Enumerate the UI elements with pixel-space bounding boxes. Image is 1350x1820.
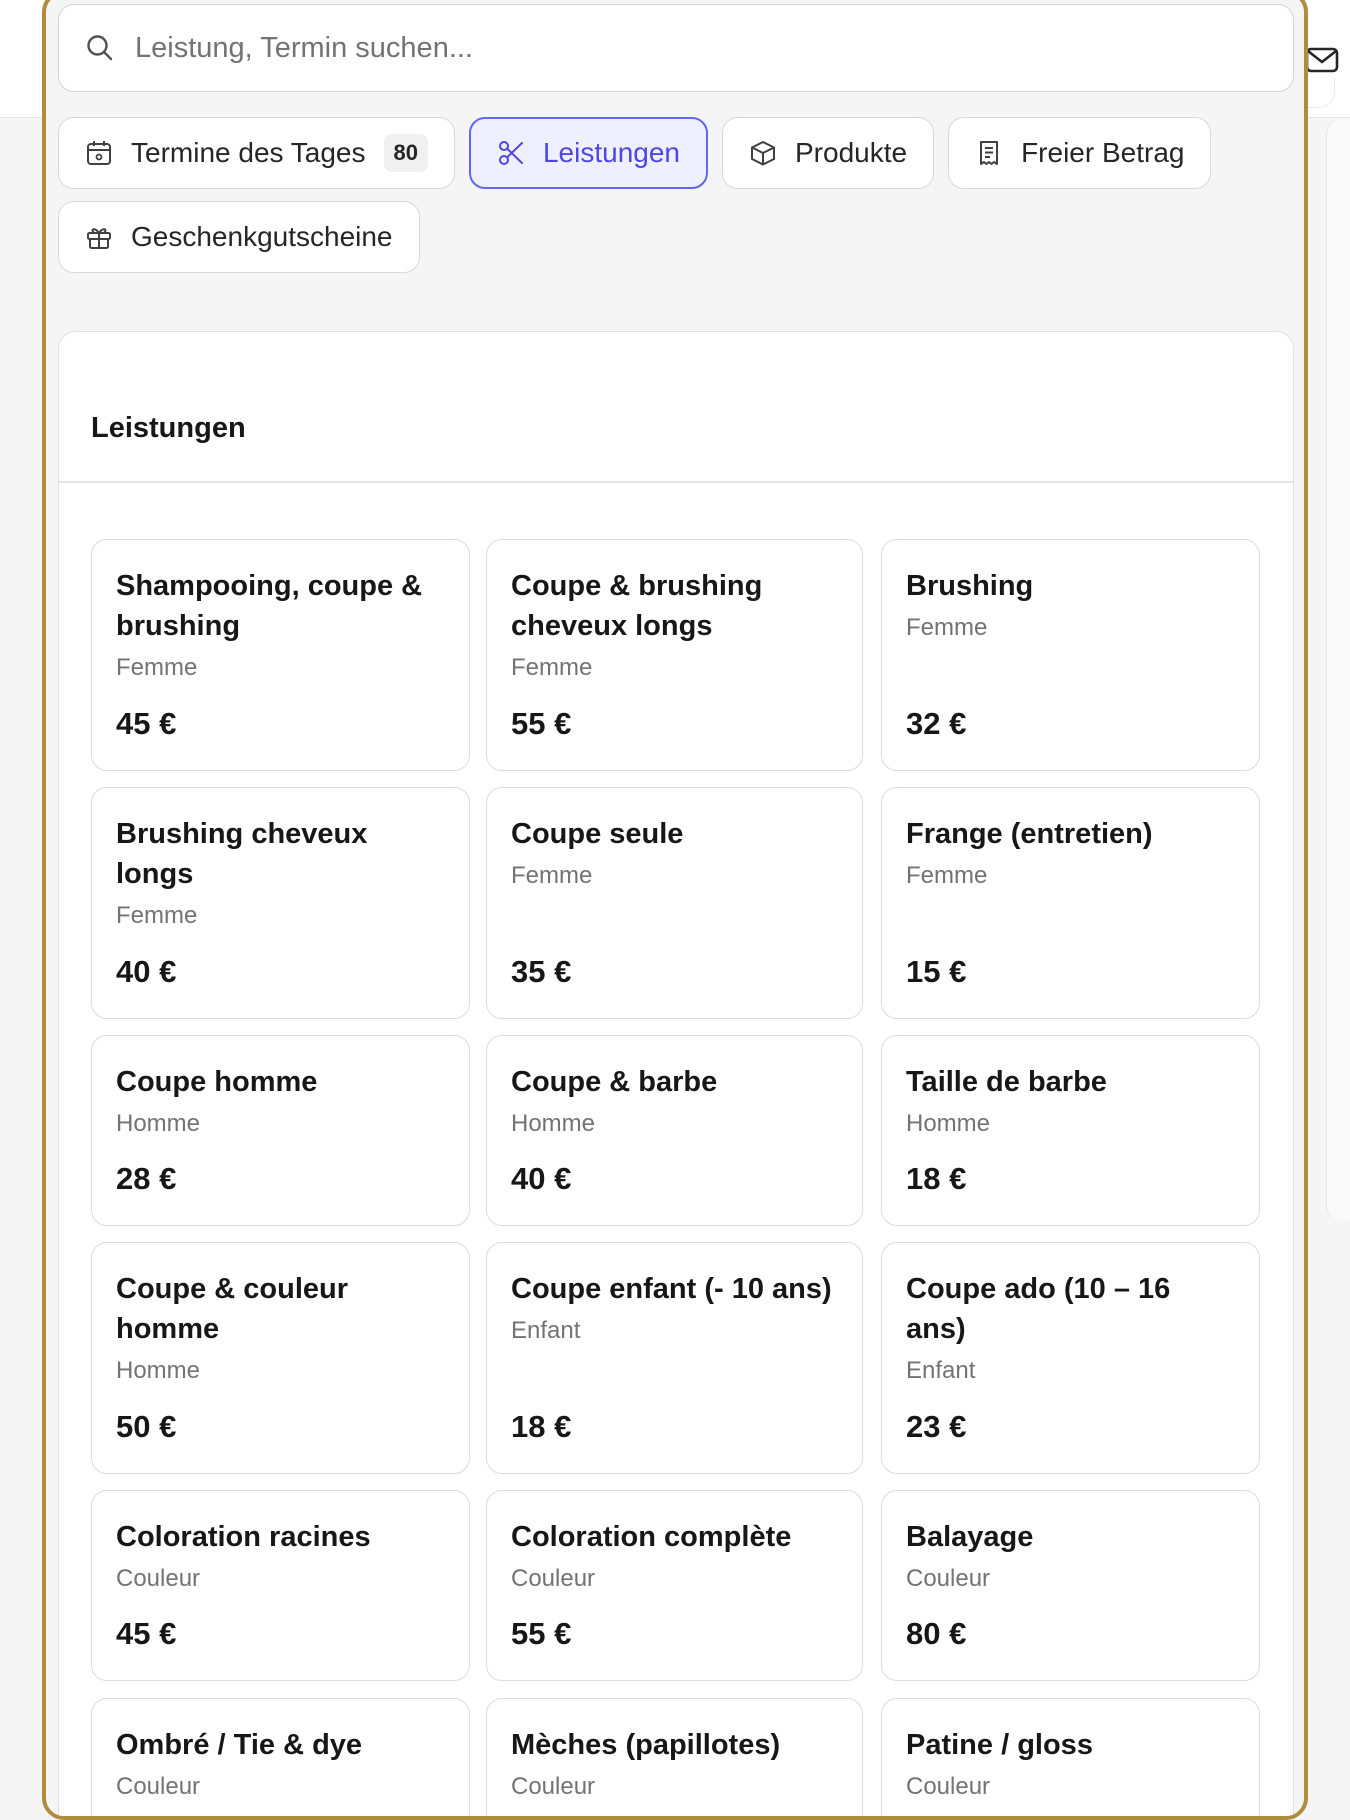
service-price: 18 € — [906, 1161, 967, 1196]
service-name: Coloration complète — [511, 1521, 792, 1553]
service-card[interactable] — [486, 539, 863, 771]
tab-geschenkgutscheine[interactable] — [58, 201, 420, 273]
mail-icon[interactable] — [1304, 42, 1340, 78]
service-card[interactable] — [881, 1035, 1260, 1226]
divider — [59, 481, 1293, 483]
service-price: 23 € — [906, 1409, 967, 1444]
background-side-panel — [1326, 120, 1350, 1220]
service-price: 50 € — [116, 1409, 177, 1444]
calendar-icon — [85, 139, 113, 167]
service-card[interactable] — [91, 1242, 470, 1474]
search-icon — [85, 33, 115, 63]
service-card[interactable] — [486, 1035, 863, 1226]
service-category: Couleur — [906, 1773, 991, 1800]
service-category: Couleur — [116, 1773, 201, 1800]
service-name: Coupe & brushing cheveux longs — [511, 570, 763, 642]
category-tabs — [58, 117, 1298, 273]
service-name: Coupe ado (10 – 16 ans) — [906, 1273, 1171, 1345]
services-title: Leistungen — [91, 412, 246, 444]
service-price: 35 € — [511, 954, 572, 989]
service-name: Taille de barbe — [906, 1066, 1107, 1098]
service-card[interactable] — [881, 1698, 1260, 1820]
service-price: 55 € — [511, 706, 572, 741]
service-category: Enfant — [906, 1357, 976, 1384]
service-name: Coupe & barbe — [511, 1066, 718, 1098]
service-name: Frange (entretien) — [906, 818, 1153, 850]
service-category: Couleur — [511, 1565, 596, 1592]
service-price: 40 € — [511, 1161, 572, 1196]
service-price: 28 € — [116, 1161, 177, 1196]
service-name: Ombré / Tie & dye — [116, 1729, 363, 1761]
service-card[interactable] — [486, 1490, 863, 1681]
service-price: 80 € — [906, 1616, 967, 1651]
service-card[interactable] — [91, 1035, 470, 1226]
service-card[interactable] — [91, 1698, 470, 1820]
service-name: Coupe seule — [511, 818, 684, 850]
tab-produkte[interactable] — [722, 117, 934, 189]
box-icon — [749, 139, 777, 167]
service-card[interactable] — [91, 1490, 470, 1681]
service-category: Homme — [116, 1357, 201, 1384]
service-category: Couleur — [511, 1773, 596, 1800]
appointment-count-badge: 80 — [384, 134, 428, 172]
service-price: 18 € — [511, 1409, 572, 1444]
checkout-panel — [42, 0, 1308, 1820]
service-name: Coloration racines — [116, 1521, 371, 1553]
service-card[interactable] — [91, 539, 470, 771]
tab-leistungen[interactable] — [469, 117, 708, 189]
service-price: 40 € — [116, 954, 177, 989]
service-category: Femme — [116, 654, 198, 681]
scissors-icon — [497, 139, 525, 167]
services-card — [58, 331, 1294, 1820]
service-category: Femme — [116, 902, 198, 929]
service-category: Femme — [906, 614, 988, 641]
service-name: Patine / gloss — [906, 1729, 1093, 1761]
search-input[interactable] — [135, 32, 1235, 65]
service-category: Femme — [511, 862, 593, 889]
service-card[interactable] — [91, 787, 470, 1019]
service-name: Brushing cheveux longs — [116, 818, 368, 890]
service-price: 32 € — [906, 706, 967, 741]
tab-label: Geschenkgutscheine — [131, 221, 393, 252]
service-name: Brushing — [906, 570, 1034, 602]
service-name: Coupe & couleur homme — [116, 1273, 349, 1345]
service-card[interactable] — [881, 1242, 1260, 1474]
service-name: Balayage — [906, 1521, 1034, 1553]
service-card[interactable] — [881, 787, 1260, 1019]
service-name: Mèches (papillotes) — [511, 1729, 781, 1761]
service-name: Shampooing, coupe & brushing — [116, 570, 423, 642]
receipt-icon — [975, 139, 1003, 167]
service-card[interactable] — [881, 539, 1260, 771]
service-category: Enfant — [511, 1317, 581, 1344]
tab-freier-betrag[interactable] — [948, 117, 1211, 189]
tab-label: Produkte — [795, 137, 908, 168]
service-price: 45 € — [116, 1616, 177, 1651]
gift-icon — [85, 223, 113, 251]
service-price: 15 € — [906, 954, 967, 989]
service-category: Femme — [511, 654, 593, 681]
tab-label: Freier Betrag — [1021, 137, 1185, 168]
service-card[interactable] — [486, 1698, 863, 1820]
service-category: Couleur — [116, 1565, 201, 1592]
service-price: 45 € — [116, 706, 177, 741]
service-card[interactable] — [486, 787, 863, 1019]
service-card[interactable] — [486, 1242, 863, 1474]
service-category: Couleur — [906, 1565, 991, 1592]
service-price: 55 € — [511, 1616, 572, 1651]
search-bar[interactable] — [58, 4, 1294, 92]
service-category: Femme — [906, 862, 988, 889]
service-category: Homme — [116, 1110, 201, 1137]
tab-label: Leistungen — [542, 137, 680, 168]
service-category: Homme — [511, 1110, 596, 1137]
service-name: Coupe homme — [116, 1066, 318, 1098]
service-category: Homme — [906, 1110, 991, 1137]
service-name: Coupe enfant (- 10 ans) — [511, 1273, 832, 1305]
tab-termine-des-tages[interactable] — [58, 117, 455, 189]
tab-label: Termine des Tages — [131, 137, 366, 168]
service-card[interactable] — [881, 1490, 1260, 1681]
